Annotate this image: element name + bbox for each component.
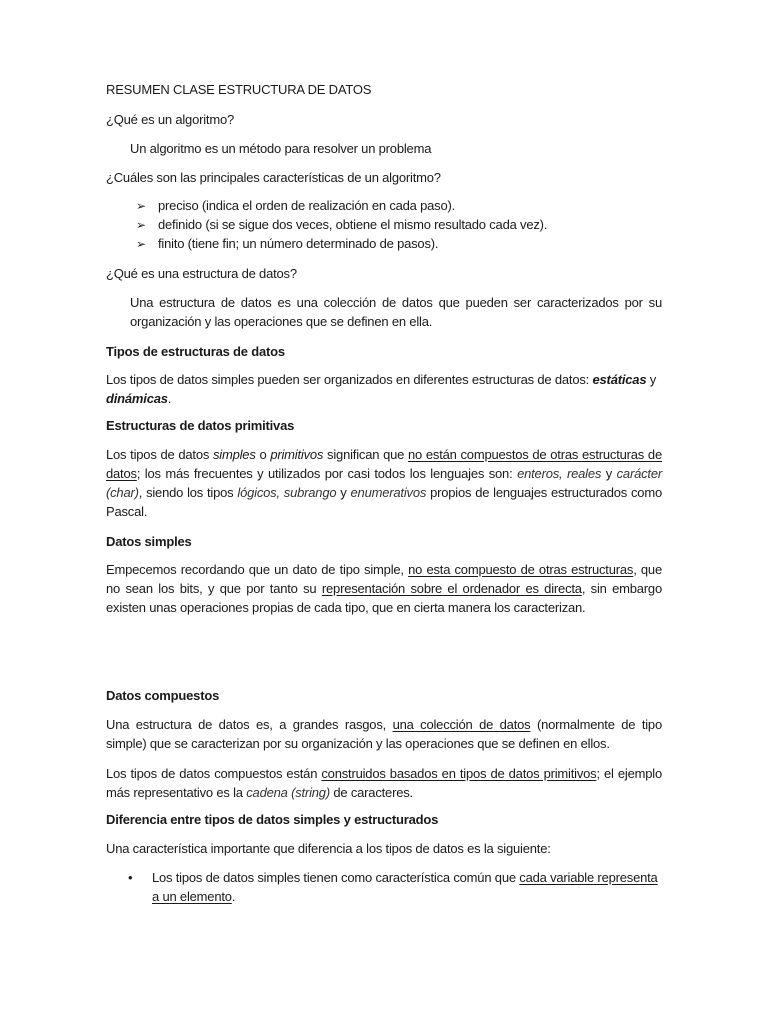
text: y	[601, 466, 617, 481]
text: y	[336, 485, 351, 500]
emphasis-estaticas: estáticas	[592, 372, 647, 387]
question-algorithm: ¿Qué es un algoritmo?	[106, 112, 235, 127]
text: (normalmente de tipo simple) que se caracterizan por su organización y las operaciones que se definen en ellos.	[106, 717, 662, 751]
question-characteristics: ¿Cuáles son las principales características de un algoritmo?	[106, 170, 441, 185]
text: .	[167, 391, 172, 406]
text: Empecemos recordando que un dato de tipo simple,	[106, 562, 409, 577]
underlined-phrase: cada variable representa a un elemento	[152, 870, 658, 904]
text: significan que	[323, 447, 408, 462]
underlined-phrase: representación sobre el ordenador es directa	[321, 581, 582, 596]
italic-term: carácter (char)	[106, 466, 662, 500]
paragraph-datos-simples	[106, 560, 662, 617]
underlined-phrase: no esta compuesto de otras estructuras	[408, 562, 634, 577]
answer-algorithm: Un algoritmo es un método para resolver un problema	[130, 141, 432, 156]
text: de caracteres.	[329, 785, 413, 800]
paragraph-primitivas	[106, 445, 662, 521]
text: Los tipos de datos compuestos están	[106, 766, 322, 781]
heading-primitivas: Estructuras de datos primitivas	[106, 418, 295, 433]
emphasis-dinamicas: dinámicas	[106, 391, 168, 406]
paragraph-compuestos-1	[106, 715, 662, 753]
list-item-text	[152, 868, 664, 906]
question-data-structure: ¿Qué es una estructura de datos?	[106, 266, 297, 281]
arrow-bullet-icon: ➢	[136, 237, 146, 251]
heading-diferencia: Diferencia entre tipos de datos simples y estructurados	[106, 812, 439, 827]
list-item	[136, 234, 438, 254]
underlined-phrase: una colección de datos	[392, 717, 531, 732]
list-item	[136, 215, 547, 235]
italic-term: cadena (string)	[246, 785, 330, 800]
text: , siendo los tipos	[138, 485, 238, 500]
italic-term: enteros, reales	[517, 466, 602, 481]
italic-term: enumerativos	[350, 485, 427, 500]
arrow-bullet-icon: ➢	[136, 199, 146, 213]
text: ; el ejemplo más representativo es la	[106, 766, 663, 800]
list-item-text: finito (tiene fin; un número determinado de pasos).	[158, 236, 439, 251]
text: Los tipos de datos	[106, 447, 213, 462]
list-item	[136, 196, 455, 216]
italic-term: lógicos, subrango	[237, 485, 337, 500]
list-item-text: definido (si se sigue dos veces, obtiene el mismo resultado cada vez).	[158, 217, 548, 232]
list-item	[128, 868, 664, 906]
text: Los tipos de datos simples tienen como característica común que	[152, 870, 520, 885]
paragraph-compuestos-2	[106, 764, 662, 802]
text: Los tipos de datos simples pueden ser organizados en diferentes estructuras de datos:	[106, 372, 593, 387]
emphasis-simples: simples	[212, 447, 256, 462]
heading-datos-simples: Datos simples	[106, 534, 192, 549]
bullet-icon: •	[128, 870, 133, 885]
heading-datos-compuestos: Datos compuestos	[106, 688, 220, 703]
text: , sin embargo existen unas operaciones propias de cada tipo, que en cierta manera los caracterizan.	[106, 581, 662, 615]
answer-data-structure: Una estructura de datos es una colección de datos que pueden ser caracterizados por su organización y las operaciones que se definen en ella.	[130, 295, 662, 329]
list-item-text: preciso (indica el orden de realización en cada paso).	[158, 198, 456, 213]
text: y	[646, 372, 657, 387]
underlined-phrase: construidos basados en tipos de datos primitivos	[321, 766, 597, 781]
paragraph-tipos	[106, 370, 662, 408]
heading-tipos: Tipos de estructuras de datos	[106, 344, 285, 359]
emphasis-primitivos: primitivos	[270, 447, 324, 462]
text: .	[231, 889, 236, 904]
document-title: RESUMEN CLASE ESTRUCTURA DE DATOS	[106, 82, 372, 97]
text: Una estructura de datos es, a grandes rasgos,	[106, 717, 393, 732]
arrow-bullet-icon: ➢	[136, 218, 146, 232]
text: ; los más frecuentes y utilizados por casi todos los lenguajes son:	[136, 466, 518, 481]
paragraph-diferencia-intro: Una característica importante que diferencia a los tipos de datos es la siguiente:	[106, 841, 551, 856]
text: , que no sean los bits, y que por tanto su	[106, 562, 662, 596]
underlined-phrase: no están compuestos de otras estructuras de datos	[106, 447, 662, 481]
text: propios de lenguajes estructurados como Pascal.	[106, 485, 663, 519]
text: o	[255, 447, 271, 462]
